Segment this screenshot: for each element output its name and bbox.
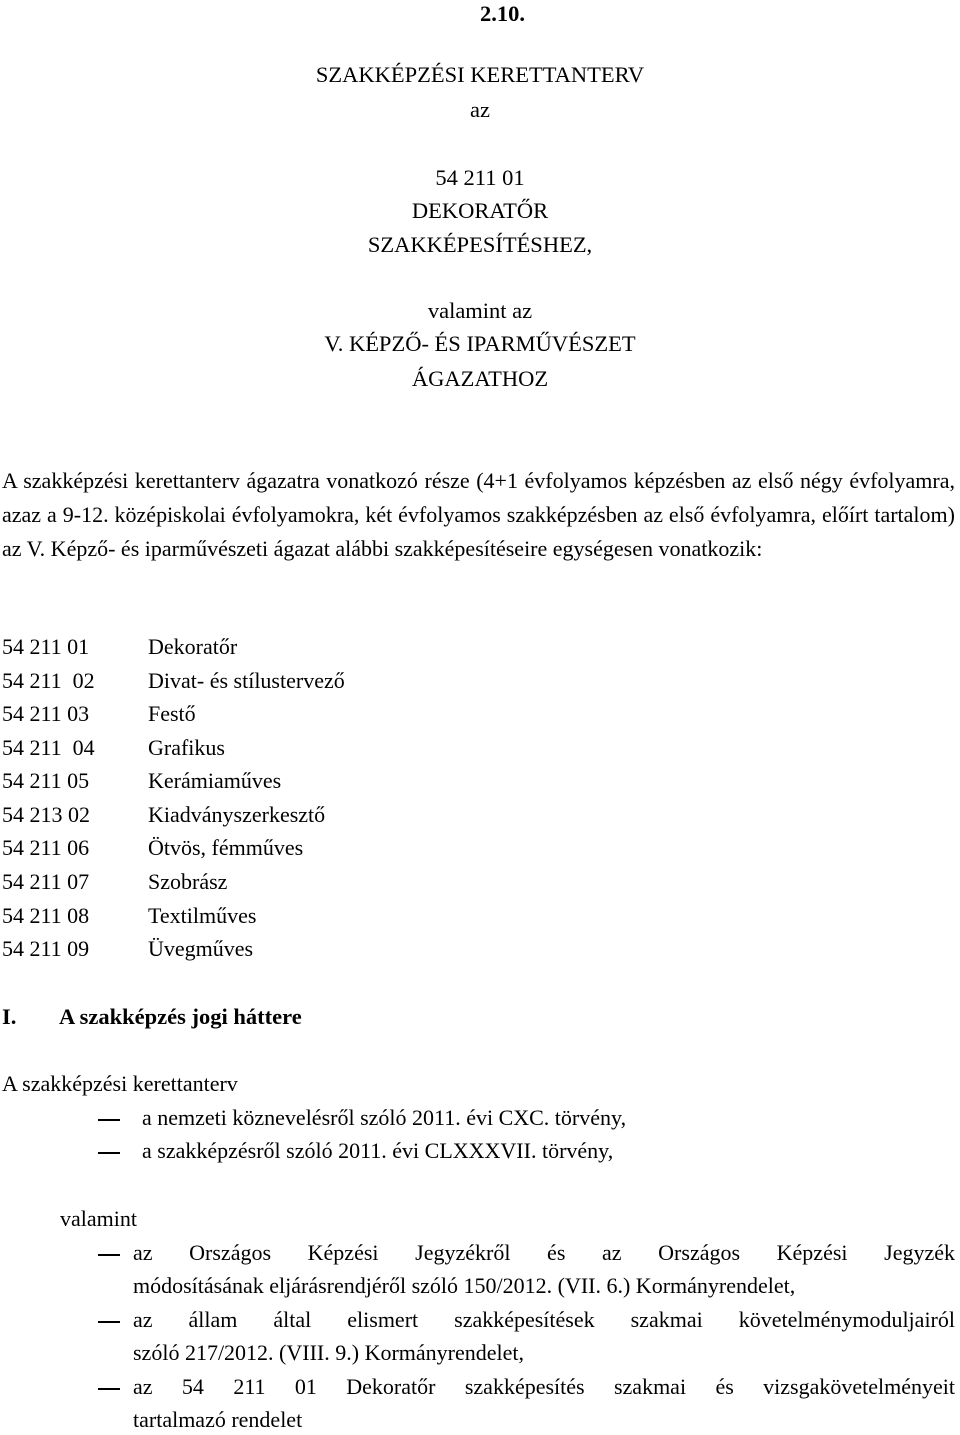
section-number: I.: [2, 1004, 17, 1029]
title-line-8: ÁGAZATHOZ: [411, 366, 549, 391]
list-item: [2, 734, 225, 762]
list-item-name: Ötvös, fémműves: [148, 835, 304, 860]
qualification-name: DEKORATŐR: [411, 198, 549, 223]
list-item: [2, 902, 256, 930]
list-item: [2, 868, 227, 896]
list-item-code: 54 211 05: [2, 768, 90, 793]
list-item: [2, 767, 281, 795]
section-title: A szakképzés jogi háttere: [59, 1004, 302, 1029]
list-item-name: Textilműves: [148, 903, 257, 928]
dash-bullet: [98, 1254, 120, 1256]
regulation-line: módosításának eljárásrendjéről szóló 150/2012. (VII. 6.) Kormányrendelet,: [133, 1273, 796, 1298]
list-item-code: 54 211 06: [2, 835, 90, 860]
intro-paragraph: A szakképzési kerettanterv ágazatra vonatkozó része (4+1 évfolyamos képzésben az első négy évfolyamra, azaz a 9-12. középiskolai évfolyamokra, két évfolyamos szakképzésben az első évfolyamra, előírt tartalom) az V. Képző- és iparművészeti ágazat alábbi szakképesítéseire egységesen vonatkozik:: [2, 468, 955, 561]
law-item: a nemzeti köznevelésről szóló 2011. évi CXC. törvény,: [142, 1105, 627, 1130]
page-number: 2.10.: [480, 1, 525, 26]
list-item-code: 54 211 01: [2, 634, 90, 659]
list-item: [2, 700, 196, 728]
list-item-code: 54 213 02: [2, 802, 90, 827]
dash-bullet: [98, 1321, 120, 1323]
list-item-name: Szobrász: [148, 869, 228, 894]
list-item: [2, 834, 303, 862]
list-item-name: Dekoratőr: [148, 634, 238, 659]
list-item-name: Kiadványszerkesztő: [148, 802, 326, 827]
regulation-line: az állam által elismert szakképesítések szakmai követelménymoduljairól: [133, 1307, 955, 1332]
dash-bullet: [98, 1388, 120, 1390]
section-lead: A szakképzési kerettanterv: [2, 1071, 238, 1096]
list-item-code: 54 211 08: [2, 903, 90, 928]
list-item-name: Grafikus: [148, 735, 225, 760]
dash-bullet: [98, 1119, 120, 1121]
list-item-code: 54 211 07: [2, 869, 90, 894]
regulation-line: az Országos Képzési Jegyzékről és az Országos Képzési Jegyzék: [133, 1240, 955, 1265]
list-item: [2, 667, 345, 695]
list-item-name: Festő: [148, 701, 196, 726]
list-item: [2, 633, 237, 661]
list-item-name: Üvegműves: [148, 936, 254, 961]
list-item: [2, 801, 325, 829]
law-item: a szakképzésről szóló 2011. évi CLXXXVII. törvény,: [142, 1138, 614, 1163]
regulation-line: az 54 211 01 Dekoratőr szakképesítés szakmai és vizsgakövetelményeit: [133, 1374, 955, 1399]
list-item-code: 54 211 04: [2, 735, 95, 760]
list-item-name: Divat- és stílustervező: [148, 668, 345, 693]
regulation-line: tartalmazó rendelet: [133, 1407, 303, 1432]
title-line-5: SZAKKÉPESÍTÉSHEZ,: [367, 232, 593, 257]
list-item: [2, 935, 253, 963]
section-heading: [2, 1002, 302, 1032]
list-item-code: 54 211 02: [2, 668, 95, 693]
valamint-label: valamint: [60, 1206, 137, 1231]
dash-bullet: [98, 1152, 120, 1154]
title-line-6: valamint az: [427, 298, 533, 323]
regulation-line: szóló 217/2012. (VIII. 9.) Kormányrendelet,: [133, 1340, 525, 1365]
title-line-2: az: [470, 97, 490, 122]
list-item-code: 54 211 09: [2, 936, 90, 961]
qualification-code: 54 211 01: [435, 165, 525, 190]
list-item-code: 54 211 03: [2, 701, 90, 726]
title-line-1: SZAKKÉPZÉSI KERETTANTERV: [315, 62, 645, 87]
list-item-name: Kerámiaműves: [148, 768, 282, 793]
title-line-7: V. KÉPZŐ- ÉS IPARMŰVÉSZET: [324, 331, 636, 356]
